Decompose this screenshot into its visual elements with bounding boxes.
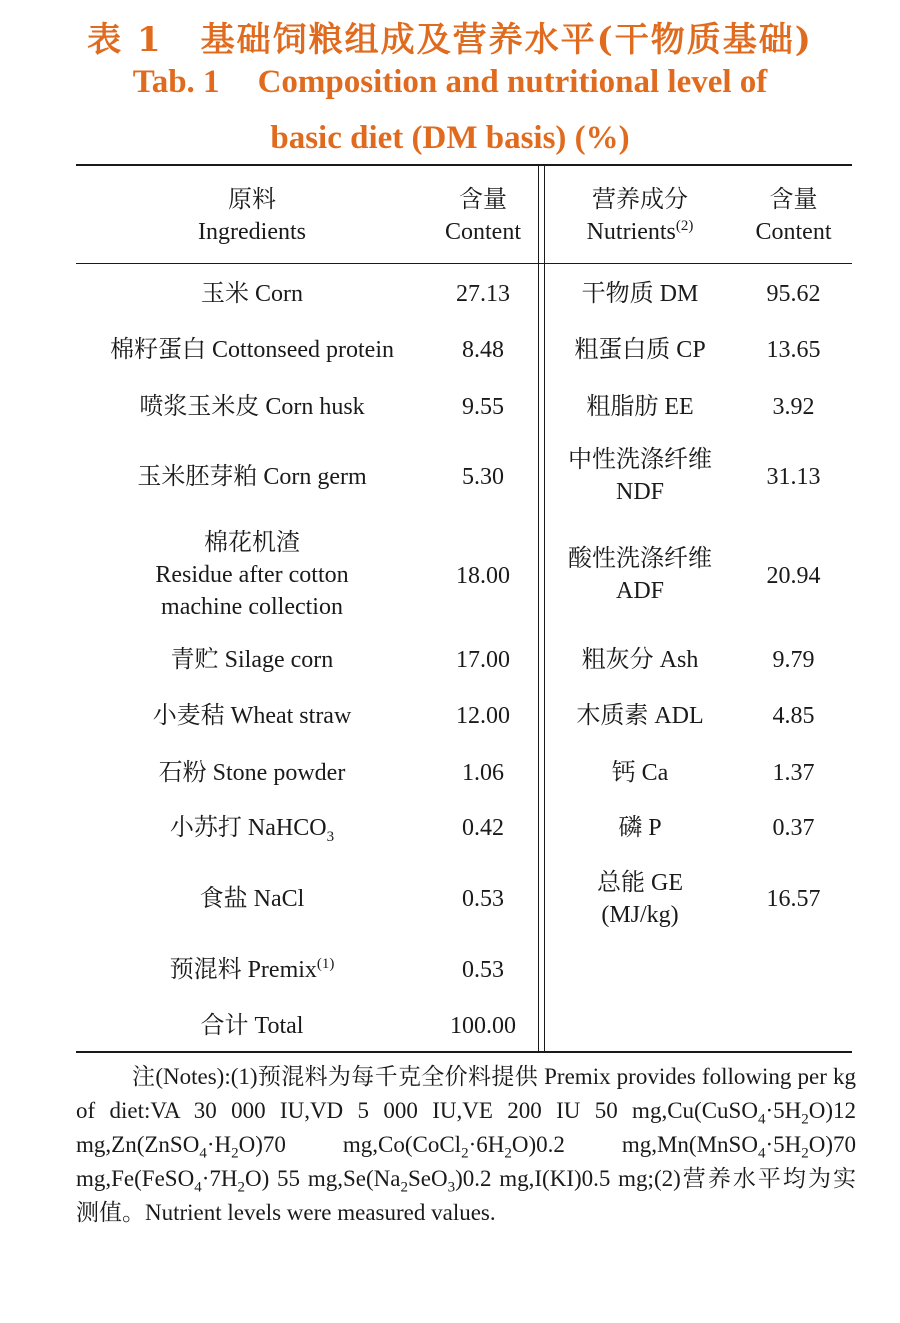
ingredient-total-name: 合计 Total: [200, 1013, 304, 1039]
header-rule: [76, 263, 852, 264]
header-ingredients-cn: 原料: [228, 187, 276, 213]
notes-text: 注(Notes):(1)预混料为每千克全价料提供 Premix provides following per kg of diet:VA 30 000 IU,VD 5 000 IU,VE 200 IU 50 mg,Cu(CuSO: [76, 1064, 856, 1123]
ingredient-value: 5.30: [462, 464, 504, 490]
header-content2-cn: 含量: [769, 187, 818, 213]
table-label-cn: 表 1: [87, 20, 163, 60]
ingredient-name: 食盐 NaCl: [199, 886, 305, 912]
nutrient-value: 31.13: [766, 464, 821, 490]
ingredient-name: 喷浆玉米皮 Corn husk: [139, 394, 365, 420]
ingredient-value: 1.06: [462, 760, 504, 786]
nutrient-name: [545, 867, 735, 931]
notes-text: SeO: [407, 1166, 448, 1191]
ingredient-value: 27.13: [456, 281, 510, 307]
nutrient-name: [545, 543, 735, 607]
nutrient-value: 16.57: [766, 886, 821, 912]
notes-text: ·5H: [765, 1132, 802, 1157]
table-notes: [76, 1060, 856, 1230]
nutrient-name: 磷 P: [618, 815, 662, 841]
header-content2-en: Content: [755, 219, 832, 245]
notes-text: ·6H: [468, 1132, 505, 1157]
header-nutrients-en: Nutrients: [586, 219, 676, 245]
table-title-en-line1: [0, 64, 900, 101]
table-title-en-text: Composition and nutritional level of: [257, 64, 768, 100]
nutrient-name-line1: 酸性洗涤纤维: [568, 546, 712, 572]
nutrient-name: 粗蛋白质 CP: [574, 337, 706, 363]
notes-subscript: 2: [461, 1145, 469, 1162]
ingredient-value: 18.00: [456, 563, 510, 589]
header-content-en: Content: [445, 219, 521, 245]
table-label-en: Tab. 1: [132, 64, 220, 100]
notes-subscript: 4: [757, 1111, 766, 1128]
ingredient-name-line1: 棉花机渣: [204, 530, 300, 556]
notes-subscript: 2: [231, 1145, 239, 1162]
nutrient-name: 钙 Ca: [611, 760, 669, 786]
nutrient-value: 0.37: [772, 815, 815, 841]
table-title-cn: [0, 12, 900, 61]
notes-text: O)70 mg,Co(CoCl: [238, 1132, 462, 1157]
ingredient-name: 小麦秸 Wheat straw: [152, 703, 352, 729]
ingredient-name: 玉米胚芽粕 Corn germ: [137, 464, 367, 490]
nutrient-name: 粗灰分 Ash: [581, 647, 699, 673]
notes-subscript: 4: [757, 1145, 766, 1162]
notes-subscript: 4: [194, 1179, 202, 1196]
notes-subscript: 2: [400, 1179, 408, 1196]
nutrient-name: 木质素 ADL: [576, 703, 704, 729]
nutrient-name-line2: NDF: [615, 479, 664, 505]
header-nutrients-cn: 营养成分: [592, 187, 688, 213]
ingredient-name-subscript: 3: [326, 828, 335, 845]
ingredient-value: 0.42: [462, 815, 504, 841]
notes-text: O) 55 mg,Se(Na: [244, 1166, 401, 1191]
ingredient-value: 17.00: [456, 647, 510, 673]
notes-subscript: 2: [801, 1111, 809, 1128]
ingredient-name-text: 预混料 Premix: [169, 957, 317, 983]
ingredient-name: [76, 812, 428, 844]
header-ingredients-en: Ingredients: [198, 219, 306, 245]
notes-text: ·H: [206, 1132, 232, 1157]
header-content-cn: 含量: [459, 187, 507, 213]
ingredient-name: 玉米 Corn: [201, 281, 303, 307]
nutrient-name-line1: 总能 GE: [597, 870, 683, 896]
notes-text: ·5H: [765, 1098, 802, 1123]
ingredient-name: 石粉 Stone powder: [158, 760, 346, 786]
notes-subscript: 3: [447, 1179, 456, 1196]
ingredient-name: [76, 527, 428, 623]
ingredient-value: 9.55: [462, 394, 504, 420]
ingredient-name: [76, 954, 428, 986]
header-ingredients: [76, 184, 428, 248]
column-divider-left: [538, 166, 539, 1051]
notes-subscript: 2: [237, 1179, 245, 1196]
nutrient-name-line2: ADF: [615, 578, 664, 604]
ingredient-total-value: 100.00: [450, 1013, 516, 1039]
top-rule: [76, 164, 852, 166]
notes-subscript: 2: [504, 1145, 512, 1162]
notes-text: ·7H: [201, 1166, 238, 1191]
ingredient-name-line2: Residue after cotton: [155, 562, 349, 588]
nutrient-name: [545, 444, 735, 508]
ingredient-value: 0.53: [462, 957, 504, 983]
table-title-cn-text: 基础饲粮组成及营养水平(干物质基础): [200, 20, 813, 60]
header-content-2: [735, 184, 852, 248]
nutrient-name-line2: (MJ/kg): [601, 902, 679, 928]
nutrient-value: 3.92: [772, 394, 815, 420]
header-nutrients-mark: (2): [675, 218, 694, 234]
notes-text: O)12 mg,Zn(ZnSO: [76, 1098, 856, 1157]
notes-text: O)0.2 mg,Mn(MnSO: [511, 1132, 758, 1157]
nutrient-value: 13.65: [766, 337, 821, 363]
ingredient-name: 青贮 Silage corn: [170, 647, 334, 673]
nutrient-name: 干物质 DM: [581, 281, 699, 307]
header-content: [428, 184, 538, 248]
ingredient-value: 8.48: [462, 337, 504, 363]
ingredient-name-line3: machine collection: [161, 594, 343, 620]
notes-text: O)70 mg,Fe(FeSO: [76, 1132, 857, 1191]
nutrient-value: 4.85: [772, 703, 815, 729]
nutrient-name-line1: 中性洗涤纤维: [568, 447, 712, 473]
ingredient-name: 棉籽蛋白 Cottonseed protein: [110, 337, 394, 363]
ingredient-name-superscript: (1): [316, 956, 335, 972]
notes-text: )0.2 mg,I(KI)0.5 mg;(2)营养水平均为实测值。Nutrient levels were measured values.: [76, 1166, 856, 1225]
ingredient-value: 12.00: [456, 703, 510, 729]
nutrient-name: 粗脂肪 EE: [586, 394, 694, 420]
nutrient-value: 95.62: [766, 281, 821, 307]
table-title-en-line2: basic diet (DM basis) (%): [270, 120, 630, 156]
bottom-rule: [76, 1051, 852, 1053]
notes-subscript: 2: [801, 1145, 809, 1162]
notes-subscript: 4: [199, 1145, 207, 1162]
nutrient-value: 1.37: [772, 760, 815, 786]
nutrient-value: 20.94: [766, 563, 821, 589]
nutrient-value: 9.79: [772, 647, 815, 673]
ingredient-value: 0.53: [462, 886, 504, 912]
ingredient-name-text: 小苏打 NaHCO: [169, 815, 327, 841]
header-nutrients: [545, 184, 735, 248]
